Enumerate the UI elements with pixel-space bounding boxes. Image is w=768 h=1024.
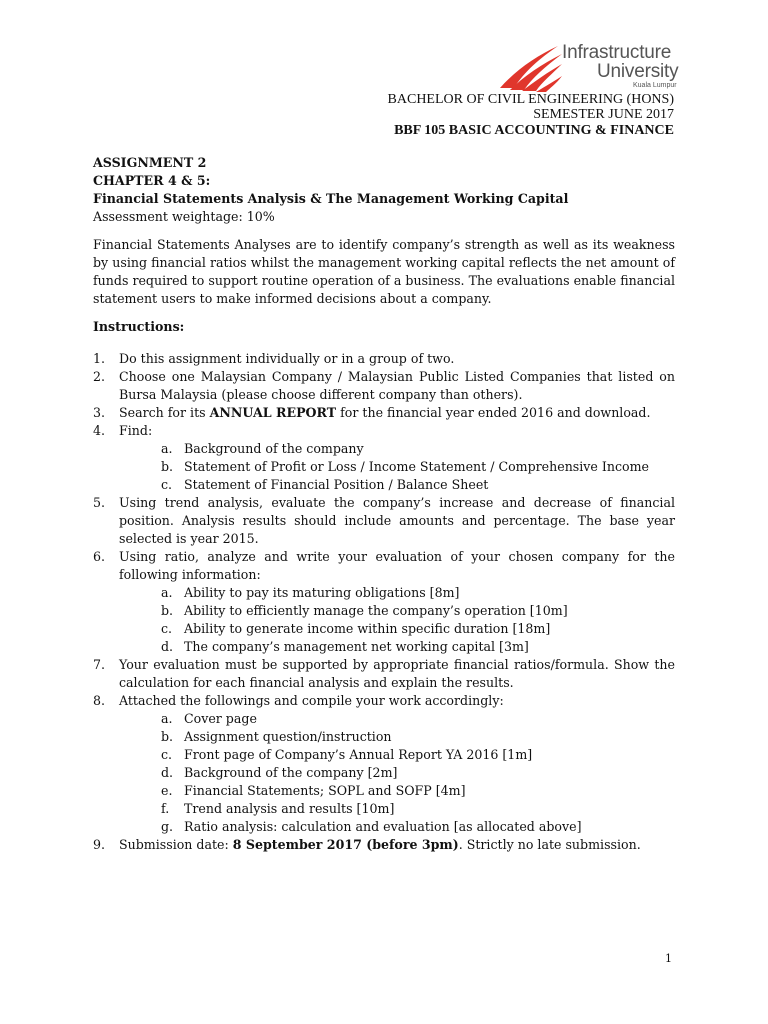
sub-letter: a. (161, 441, 173, 456)
item-text: Using ratio, analyze and write your evaluation of your chosen company for the following information: (119, 549, 675, 582)
item-text: . Strictly no late submission. (458, 837, 641, 852)
sub-letter: a. (161, 711, 173, 726)
assignment-subject: Financial Statements Analysis & The Management Working Capital (93, 191, 569, 206)
item-text: Submission date: (119, 837, 233, 852)
sub-text: Financial Statements; SOPL and SOFP [4m] (184, 783, 466, 798)
programme-title: BACHELOR OF CIVIL ENGINEERING (HONS) (387, 92, 674, 107)
sub-item (119, 458, 675, 476)
item-number: 2. (93, 369, 106, 384)
sub-item (119, 782, 675, 800)
logo-text-infrastructure: Infrastructure (562, 42, 672, 63)
sub-text: Ability to efficiently manage the company’s operation [10m] (184, 603, 568, 618)
sub-text: Front page of Company’s Annual Report YA 2016 [1m] (184, 747, 533, 762)
sub-text: Background of the company (184, 441, 364, 456)
sub-item (119, 800, 675, 818)
sub-item (119, 638, 675, 656)
chapter-label: CHAPTER 4 & 5: (93, 173, 211, 188)
sub-item (119, 728, 675, 746)
sub-list (119, 710, 675, 836)
sub-letter: f. (161, 801, 170, 816)
sub-text: Trend analysis and results [10m] (184, 801, 395, 816)
sub-letter: a. (161, 585, 173, 600)
item-number: 4. (93, 423, 106, 438)
item-text: Your evaluation must be supported by appropriate financial ratios/formula. Show the calculation for each financial analysis and explain the results. (119, 657, 675, 690)
instructions-heading: Instructions: (93, 319, 185, 334)
sub-letter: d. (161, 765, 174, 780)
instruction-item (93, 350, 675, 368)
item-text: Attached the followings and compile your work accordingly: (119, 693, 504, 708)
sub-text: Ratio analysis: calculation and evaluation [as allocated above] (184, 819, 582, 834)
sub-text: Statement of Financial Position / Balance Sheet (184, 477, 489, 492)
sub-text: The company’s management net working capital [3m] (184, 639, 529, 654)
item-number: 3. (93, 405, 106, 420)
document-body (93, 154, 675, 854)
item-text: Do this assignment individually or in a group of two. (119, 351, 455, 366)
sub-letter: e. (161, 783, 173, 798)
sub-item (119, 746, 675, 764)
assessment-weightage: Assessment weightage: 10% (93, 209, 275, 224)
item-number: 8. (93, 693, 106, 708)
instruction-item (93, 422, 675, 494)
sub-item (119, 440, 675, 458)
sub-item (119, 584, 675, 602)
assignment-title: ASSIGNMENT 2 (93, 155, 207, 170)
item-text: Search for its (119, 405, 210, 420)
sub-letter: c. (161, 477, 173, 492)
page-number: 1 (665, 952, 672, 965)
intro-paragraph: Financial Statements Analyses are to identify company’s strength as well as its weakness by using financial ratios whilst the management working capital reflects the net amount of funds required to support routine operation of a business. The evaluations enable financial statement users to make informed decisions about a company. (93, 237, 675, 306)
logo-text-location: Kuala Lumpur (633, 82, 677, 89)
sub-letter: c. (161, 747, 173, 762)
instruction-item (93, 548, 675, 656)
sub-letter: g. (161, 819, 174, 834)
instruction-item (93, 368, 675, 404)
sub-item (119, 476, 675, 494)
sub-item (119, 818, 675, 836)
sub-letter: b. (161, 603, 174, 618)
instruction-list (93, 350, 675, 854)
sub-text: Ability to generate income within specific duration [18m] (184, 621, 551, 636)
item-text: for the financial year ended 2016 and download. (336, 405, 651, 420)
sub-item (119, 710, 675, 728)
course-title: BBF 105 BASIC ACCOUNTING & FINANCE (394, 123, 674, 138)
instruction-item (93, 692, 675, 836)
sub-list (119, 440, 675, 494)
sub-item (119, 602, 675, 620)
sub-text: Ability to pay its maturing obligations [8m] (184, 585, 460, 600)
sub-text: Statement of Profit or Loss / Income Statement / Comprehensive Income (184, 459, 649, 474)
sub-letter: c. (161, 621, 173, 636)
item-number: 5. (93, 495, 106, 510)
item-number: 9. (93, 837, 106, 852)
sub-text: Assignment question/instruction (184, 729, 392, 744)
submission-date: 8 September 2017 (before 3pm) (232, 837, 459, 852)
sub-list (119, 584, 675, 656)
item-text: Using trend analysis, evaluate the company’s increase and decrease of financial position. Analysis results should include amounts and percentage. The base year selected is year 2015. (119, 495, 675, 546)
item-text-bold: ANNUAL REPORT (209, 405, 337, 420)
instruction-item (93, 494, 675, 548)
item-text: Find: (119, 423, 153, 438)
sub-letter: d. (161, 639, 174, 654)
sub-item (119, 620, 675, 638)
sub-item (119, 764, 675, 782)
item-number: 1. (93, 351, 106, 366)
sub-letter: b. (161, 459, 174, 474)
instruction-item (93, 404, 675, 422)
item-number: 6. (93, 549, 106, 564)
instruction-item (93, 836, 675, 854)
instruction-item (93, 656, 675, 692)
logo-text-university: University (597, 61, 679, 82)
item-number: 7. (93, 657, 106, 672)
sub-letter: b. (161, 729, 174, 744)
semester-label: SEMESTER JUNE 2017 (533, 107, 674, 122)
sub-text: Cover page (184, 711, 257, 726)
item-text: Choose one Malaysian Company / Malaysian Public Listed Companies that listed on Bursa Malaysia (please choose different company than others). (119, 369, 675, 402)
sub-text: Background of the company [2m] (184, 765, 398, 780)
